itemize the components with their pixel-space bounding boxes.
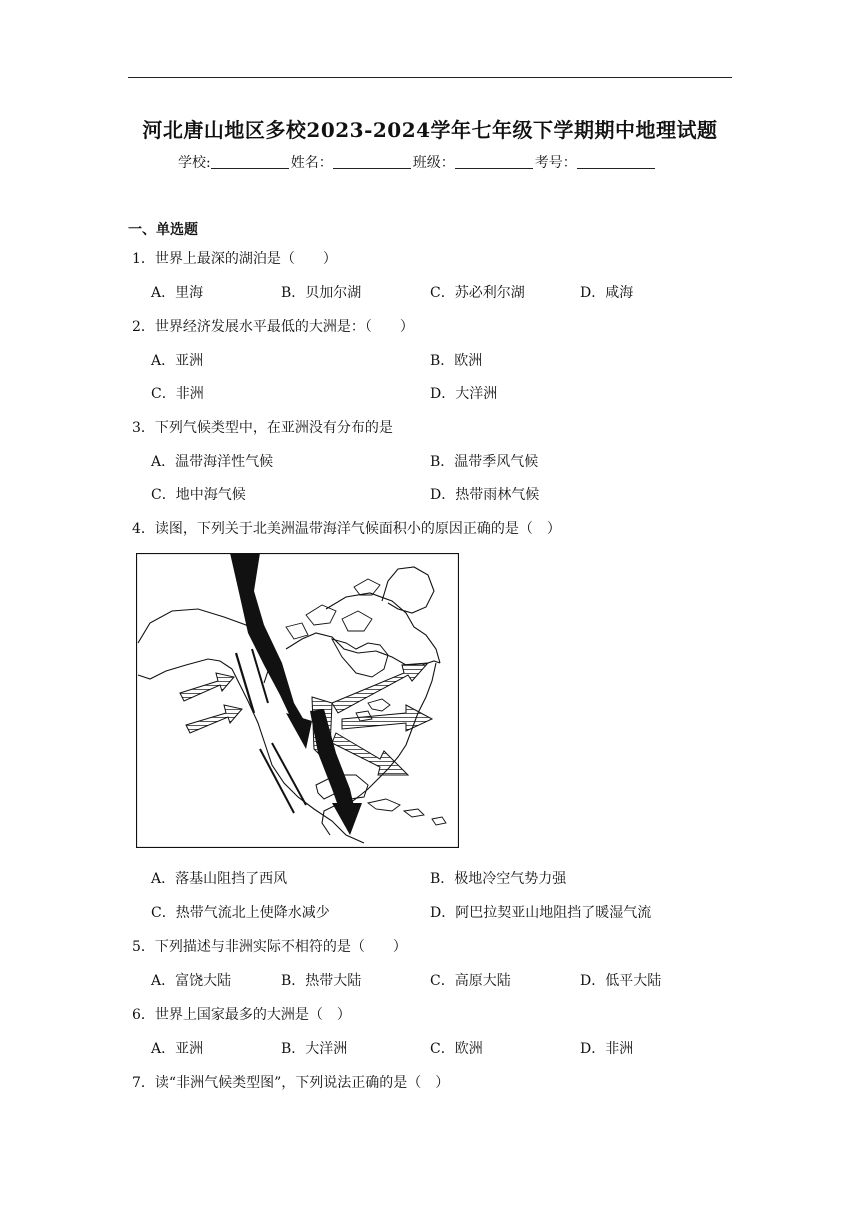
page-title: 河北唐山地区多校2023-2024学年七年级下学期期中地理试题 — [142, 118, 718, 142]
q5-option-a[interactable]: A．富饶大陆 — [151, 973, 232, 989]
q1-option-c[interactable]: C．苏必利尔湖 — [430, 285, 525, 301]
q3-option-c[interactable]: C．地中海气候 — [151, 487, 246, 503]
question-6: 6．世界上国家最多的大洲是（ ） — [132, 1007, 351, 1023]
q3-option-a[interactable]: A．温带海洋性气候 — [151, 454, 274, 470]
q4-option-c[interactable]: C．热带气流北上使降水减少 — [151, 905, 330, 921]
student-info-line — [178, 152, 657, 172]
class-label: 班级： — [412, 155, 455, 171]
exam-no-blank[interactable] — [577, 154, 655, 169]
q4-option-b[interactable]: B．极地冷空气势力强 — [430, 871, 567, 887]
q2-option-a[interactable]: A．亚洲 — [151, 353, 204, 369]
north-america-climate-map — [136, 553, 459, 848]
q1-option-b[interactable]: B．贝加尔湖 — [281, 285, 362, 301]
section-heading: 一、单选题 — [128, 222, 198, 238]
warm-air-arrow-4 — [312, 697, 332, 757]
question-7: 7．读“非洲气候类型图”，下列说法正确的是（ ） — [132, 1075, 450, 1091]
map-figure — [136, 553, 459, 848]
q2-option-d[interactable]: D．大洋洲 — [430, 386, 498, 402]
q1-option-a[interactable]: A．里海 — [151, 285, 204, 301]
question-5: 5．下列描述与非洲实际不相符的是（ ） — [132, 939, 407, 955]
q6-option-c[interactable]: C．欧洲 — [430, 1041, 483, 1057]
q6-option-b[interactable]: B．大洋洲 — [281, 1041, 348, 1057]
q1-option-d[interactable]: D．咸海 — [580, 285, 634, 301]
q4-option-a[interactable]: A．落基山阻挡了西风 — [151, 871, 288, 887]
exam-no-label: 考号： — [534, 155, 577, 171]
q5-option-d[interactable]: D．低平大陆 — [580, 973, 662, 989]
q2-option-b[interactable]: B．欧洲 — [430, 353, 483, 369]
name-blank[interactable] — [333, 154, 411, 169]
q6-option-d[interactable]: D．非洲 — [580, 1041, 634, 1057]
question-1: 1．世界上最深的湖泊是（ ） — [132, 251, 337, 267]
q5-option-c[interactable]: C．高原大陆 — [430, 973, 511, 989]
class-blank[interactable] — [455, 154, 533, 169]
q5-option-b[interactable]: B．热带大陆 — [281, 973, 362, 989]
school-label: 学校: — [178, 155, 211, 171]
question-2: 2．世界经济发展水平最低的大洲是：（ ） — [132, 319, 414, 335]
q6-option-a[interactable]: A．亚洲 — [151, 1041, 204, 1057]
q2-option-c[interactable]: C．非洲 — [151, 386, 204, 402]
q3-option-d[interactable]: D．热带雨林气候 — [430, 487, 540, 503]
school-blank[interactable] — [211, 154, 289, 169]
name-label: 姓名： — [290, 155, 333, 171]
header-rule — [128, 77, 732, 78]
question-4: 4．读图，下列关于北美洲温带海洋气候面积小的原因正确的是（ ） — [132, 521, 561, 537]
question-3: 3．下列气候类型中，在亚洲没有分布的是 — [132, 420, 393, 436]
q3-option-b[interactable]: B．温带季风气候 — [430, 454, 539, 470]
q4-option-d[interactable]: D．阿巴拉契亚山地阻挡了暖湿气流 — [430, 905, 652, 921]
